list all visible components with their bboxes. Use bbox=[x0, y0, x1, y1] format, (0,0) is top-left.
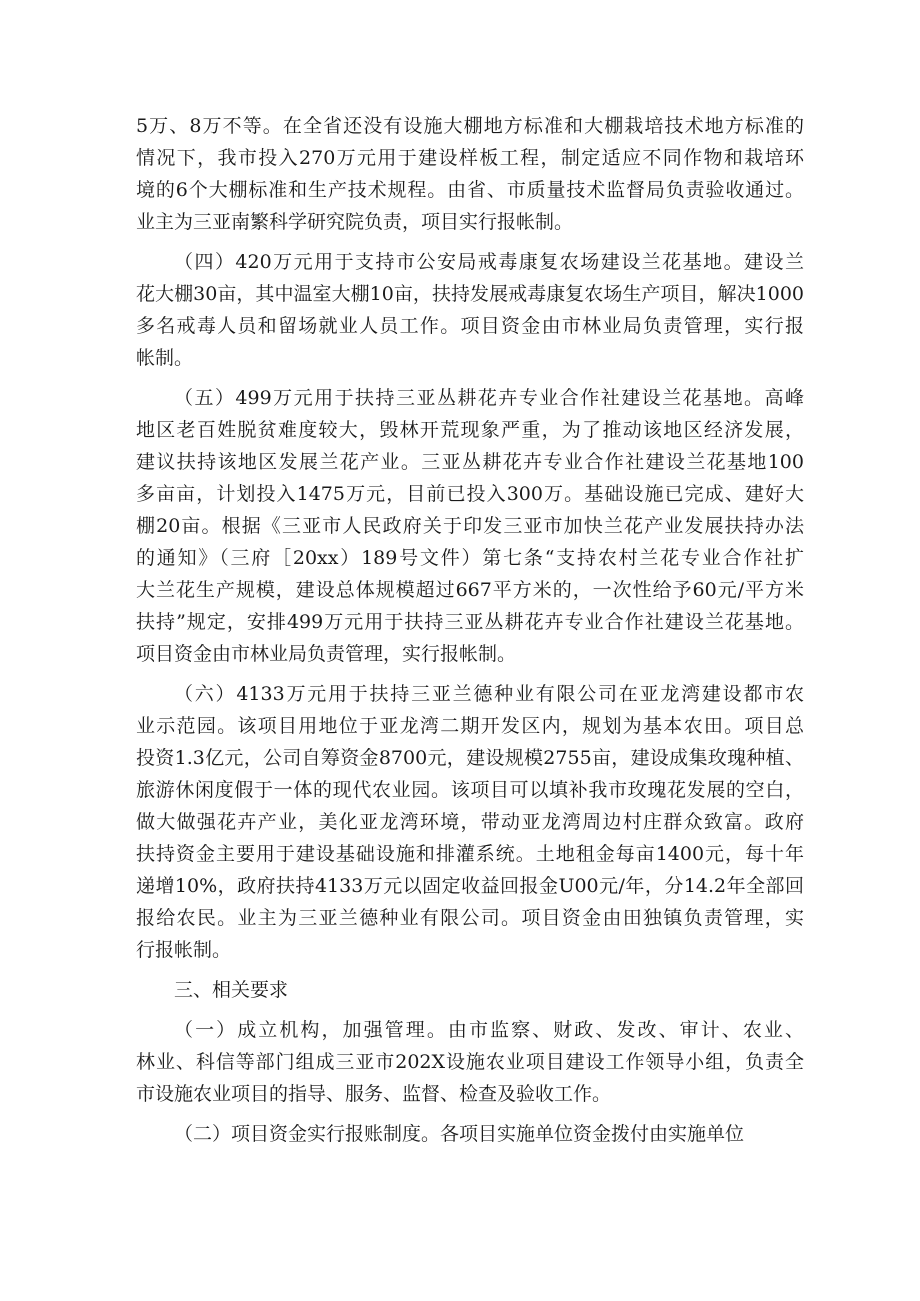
paragraph-line: 投资1.3亿元，公司自筹资金8700元，建设规模2755亩，建设成集玫瑰种植、 bbox=[136, 747, 804, 769]
paragraph bbox=[136, 382, 804, 670]
paragraph-line: 多名戒毒人员和留场就业人员工作。项目资金由市林业局负责管理，实行报 bbox=[136, 315, 804, 337]
paragraph-line: 境的6个大棚标准和生产技术规程。由省、市质量技术监督局负责验收通过。 bbox=[136, 179, 804, 201]
paragraph-line: 做大做强花卉产业，美化亚龙湾环境，带动亚龙湾周边村庄群众致富。政府 bbox=[136, 811, 804, 833]
paragraph-line: 旅游休闲度假于一体的现代农业园。该项目可以填补我市玫瑰花发展的空白， bbox=[136, 779, 804, 801]
paragraph-line: 棚20亩。根据《三亚市人民政府关于印发三亚市加快兰花产业发展扶持办法 bbox=[136, 515, 804, 537]
paragraph-line: 建议扶持该地区发展兰花产业。三亚丛耕花卉专业合作社建设兰花基地100 bbox=[136, 451, 804, 473]
paragraph-line: （四）420万元用于支持市公安局戒毒康复农场建设兰花基地。建设兰 bbox=[174, 251, 804, 273]
paragraph-line: 行报帐制。 bbox=[136, 939, 232, 961]
paragraph-line: 三、相关要求 bbox=[174, 979, 289, 1001]
paragraph-line: 多亩亩，计划投入1475万元，目前已投入300万。基础设施已完成、建好大 bbox=[136, 483, 804, 505]
paragraph-line: 市设施农业项目的指导、服务、监督、检查及验收工作。 bbox=[136, 1083, 612, 1105]
paragraph-line: 报给农民。业主为三亚兰德种业有限公司。项目资金由田独镇负责管理，实 bbox=[136, 907, 804, 929]
paragraph-line: 情况下，我市投入270万元用于建设样板工程，制定适应不同作物和栽培环 bbox=[136, 147, 804, 169]
paragraph bbox=[136, 1118, 804, 1150]
paragraph-line: （二）项目资金实行报账制度。各项目实施单位资金拨付由实施单位 bbox=[174, 1123, 745, 1145]
paragraph bbox=[136, 974, 804, 1006]
paragraph-line: 5万、8万不等。在全省还没有设施大棚地方标准和大棚栽培技术地方标准的 bbox=[136, 115, 804, 137]
paragraph bbox=[136, 246, 804, 374]
paragraph-line: （一）成立机构，加强管理。由市监察、财政、发改、审计、农业、 bbox=[174, 1019, 804, 1041]
paragraph-line: 林业、科信等部门组成三亚市202X设施农业项目建设工作领导小组，负责全 bbox=[136, 1051, 804, 1073]
paragraph-line: 扶持资金主要用于建设基础设施和排灌系统。土地租金每亩1400元，每十年 bbox=[136, 843, 804, 865]
document-body bbox=[136, 110, 804, 1150]
paragraph-line: 业示范园。该项目用地位于亚龙湾二期开发区内，规划为基本农田。项目总 bbox=[136, 715, 804, 737]
paragraph bbox=[136, 678, 804, 966]
paragraph bbox=[136, 110, 804, 238]
paragraph-line: 扶持”规定，安排499万元用于扶持三亚丛耕花卉专业合作社建设兰花基地。 bbox=[136, 611, 804, 633]
paragraph-line: 花大棚30亩，其中温室大棚10亩，扶持发展戒毒康复农场生产项目，解决1000 bbox=[136, 283, 804, 305]
paragraph-line: 递增10%，政府扶持4133万元以固定收益回报金U00元/年，分14.2年全部回 bbox=[136, 875, 804, 897]
paragraph-line: （六）4133万元用于扶持三亚兰德种业有限公司在亚龙湾建设都市农 bbox=[174, 683, 804, 705]
paragraph-line: 的通知》（三府［20xx）189号文件）第七条“支持农村兰花专业合作社扩 bbox=[136, 547, 804, 569]
paragraph-line: 项目资金由市林业局负责管理，实行报帐制。 bbox=[136, 643, 517, 665]
paragraph bbox=[136, 1014, 804, 1110]
paragraph-line: 帐制。 bbox=[136, 347, 194, 369]
paragraph-line: 大兰花生产规模，建设总体规模超过667平方米的，一次性给予60元/平方米 bbox=[136, 579, 804, 601]
paragraph-line: 地区老百姓脱贫难度较大，毁林开荒现象严重，为了推动该地区经济发展， bbox=[136, 419, 804, 441]
paragraph-line: 业主为三亚南繁科学研究院负责，项目实行报帐制。 bbox=[136, 211, 574, 233]
paragraph-line: （五）499万元用于扶持三亚丛耕花卉专业合作社建设兰花基地。高峰 bbox=[174, 387, 804, 409]
